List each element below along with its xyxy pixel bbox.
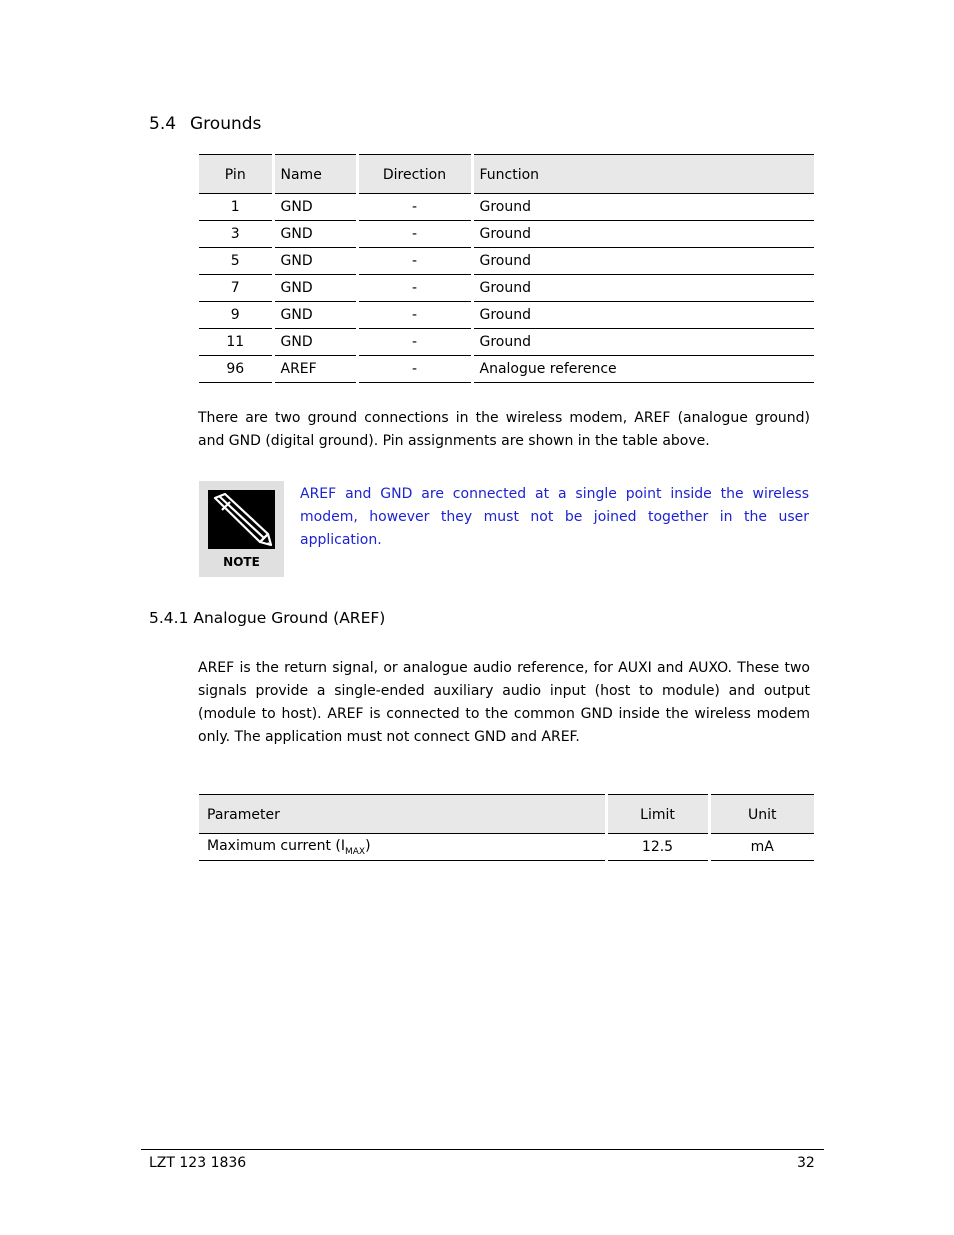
cell-pin: 96: [199, 356, 273, 383]
header-function: Function: [472, 155, 814, 194]
footer-rule: [141, 1149, 824, 1150]
cell-name: GND: [273, 221, 357, 248]
parameter-subscript: MAX: [344, 846, 366, 857]
cell-name: GND: [273, 275, 357, 302]
cell-pin: 1: [199, 194, 273, 221]
table-header-row: [199, 795, 814, 834]
cell-direction: -: [357, 275, 472, 302]
cell-direction: -: [357, 329, 472, 356]
cell-name: GND: [273, 248, 357, 275]
section-number: 5.4: [149, 114, 177, 134]
aref-paragraph: AREF is the return signal, or analogue audio reference, for AUXI and AUXO. These two signals provide a single-ended auxiliary audio input (host to module) and output (module to host). AREF is connected to the common GND inside the wireless modem only. The application must not connect GND and AREF.: [198, 660, 810, 745]
cell-parameter: [199, 834, 606, 861]
table-row: [199, 302, 814, 329]
cell-name: GND: [273, 194, 357, 221]
cell-name: GND: [273, 302, 357, 329]
cell-pin: 9: [199, 302, 273, 329]
note-box: [199, 481, 284, 577]
footer-page-number: 32: [797, 1155, 815, 1171]
cell-unit: mA: [709, 834, 814, 861]
header-limit: Limit: [606, 795, 709, 834]
header-name: Name: [273, 155, 357, 194]
cell-pin: 5: [199, 248, 273, 275]
table-row: [199, 221, 814, 248]
parameter-table: [199, 794, 814, 861]
header-parameter: Parameter: [199, 795, 606, 834]
section-title: Grounds: [190, 114, 262, 134]
cell-pin: 11: [199, 329, 273, 356]
table-row: [199, 275, 814, 302]
cell-limit: 12.5: [606, 834, 709, 861]
cell-direction: -: [357, 356, 472, 383]
parameter-text: Maximum current (I: [207, 837, 345, 854]
grounds-table: [199, 154, 814, 383]
table-row: [199, 248, 814, 275]
header-direction: Direction: [357, 155, 472, 194]
subsection-heading: 5.4.1 Analogue Ground (AREF): [149, 609, 386, 627]
header-unit: Unit: [709, 795, 814, 834]
table-header-row: [199, 155, 814, 194]
parameter-close: ): [365, 837, 371, 854]
cell-function: Ground: [472, 221, 814, 248]
note-label: NOTE: [223, 555, 260, 569]
cell-function: Ground: [472, 248, 814, 275]
cell-name: GND: [273, 329, 357, 356]
note-text: AREF and GND are connected at a single point inside the wireless modem, however they must not be joined together in the user application.: [300, 486, 809, 548]
cell-function: Ground: [472, 329, 814, 356]
cell-pin: 3: [199, 221, 273, 248]
table-row: [199, 834, 814, 861]
table-row: [199, 356, 814, 383]
footer-doc-id: LZT 123 1836: [149, 1155, 247, 1171]
intro-paragraph: There are two ground connections in the wireless modem, AREF (analogue ground) and GND (digital ground). Pin assignments are shown in the table above.: [198, 410, 810, 449]
cell-direction: -: [357, 248, 472, 275]
cell-pin: 7: [199, 275, 273, 302]
table-row: [199, 329, 814, 356]
header-pin: Pin: [199, 155, 273, 194]
cell-direction: -: [357, 194, 472, 221]
section-heading: [149, 114, 261, 134]
cell-function: Analogue reference: [472, 356, 814, 383]
table-row: [199, 194, 814, 221]
cell-function: Ground: [472, 302, 814, 329]
pencil-icon: [208, 490, 275, 549]
cell-function: Ground: [472, 275, 814, 302]
cell-direction: -: [357, 302, 472, 329]
cell-function: Ground: [472, 194, 814, 221]
cell-direction: -: [357, 221, 472, 248]
cell-name: AREF: [273, 356, 357, 383]
